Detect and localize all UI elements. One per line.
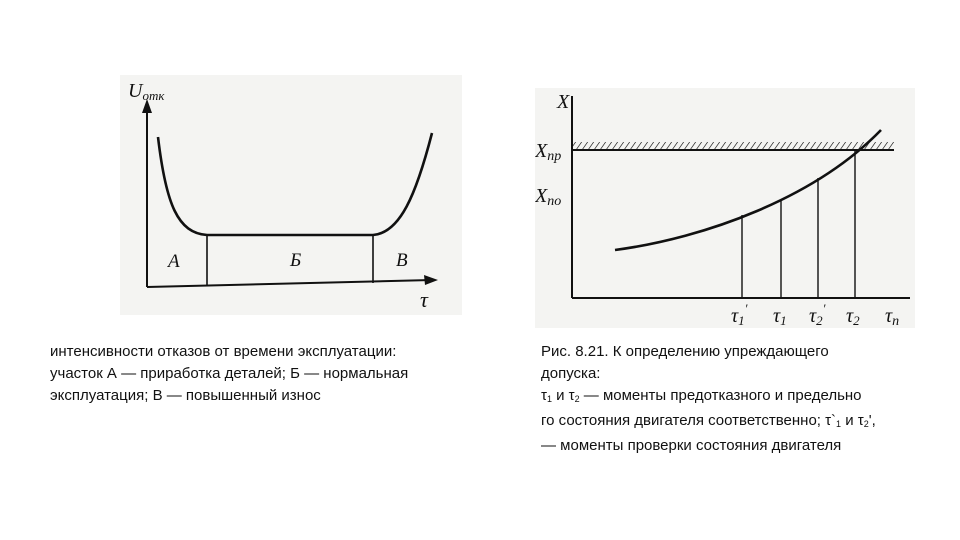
caption-left-line: интенсивности отказов от времени эксплуатации:: [50, 343, 397, 360]
tick-tau1: τ1: [773, 305, 787, 328]
failure-rate-curve: [158, 133, 432, 235]
caption-right: [541, 341, 956, 457]
x-axis: [147, 280, 432, 287]
tick-tau2: τ2: [846, 305, 860, 328]
x-axis-arrow: [424, 275, 438, 285]
zone-b-label: Б: [290, 250, 302, 271]
caption-right-line: — моменты проверки состояния двигателя: [541, 437, 842, 454]
figure-bathtub-curve: [120, 75, 462, 315]
prefailure-level-label: Xпо: [535, 185, 562, 209]
caption-left: [50, 341, 490, 407]
y-axis-label: Uотк: [128, 80, 165, 103]
bathtub-chart: [120, 75, 462, 315]
figure-tolerance-chart: [535, 88, 915, 328]
x-axis-label: τп: [885, 305, 900, 328]
x-axis-label: τ: [420, 287, 428, 312]
limit-hatching: [572, 142, 894, 150]
zone-c-label: В: [396, 250, 408, 271]
y-axis-label: X: [557, 91, 570, 113]
tick-tau1-prime: τ1′: [731, 301, 748, 328]
caption-left-line: участок А — приработка деталей; Б — нормальная: [50, 365, 409, 382]
caption-left-line: эксплуатация; В — повышенный износ: [50, 387, 321, 404]
tick-tau2-prime: τ2′: [809, 301, 826, 328]
zone-a-label: А: [168, 251, 180, 272]
caption-right-line: Рис. 8.21. К определению упреждающего: [541, 343, 829, 360]
tolerance-chart: [535, 88, 915, 328]
caption-right-line: $\tau_1$ и $\tau_2$ — моменты предотказного и предельно: [541, 387, 862, 404]
limit-level-label: Xпр: [535, 140, 562, 164]
caption-right-line: допуска:: [541, 365, 601, 382]
caption-right-line: го состояния двигателя соответственно; $\tau`_1$ и $\tau_2'$,: [541, 412, 876, 429]
